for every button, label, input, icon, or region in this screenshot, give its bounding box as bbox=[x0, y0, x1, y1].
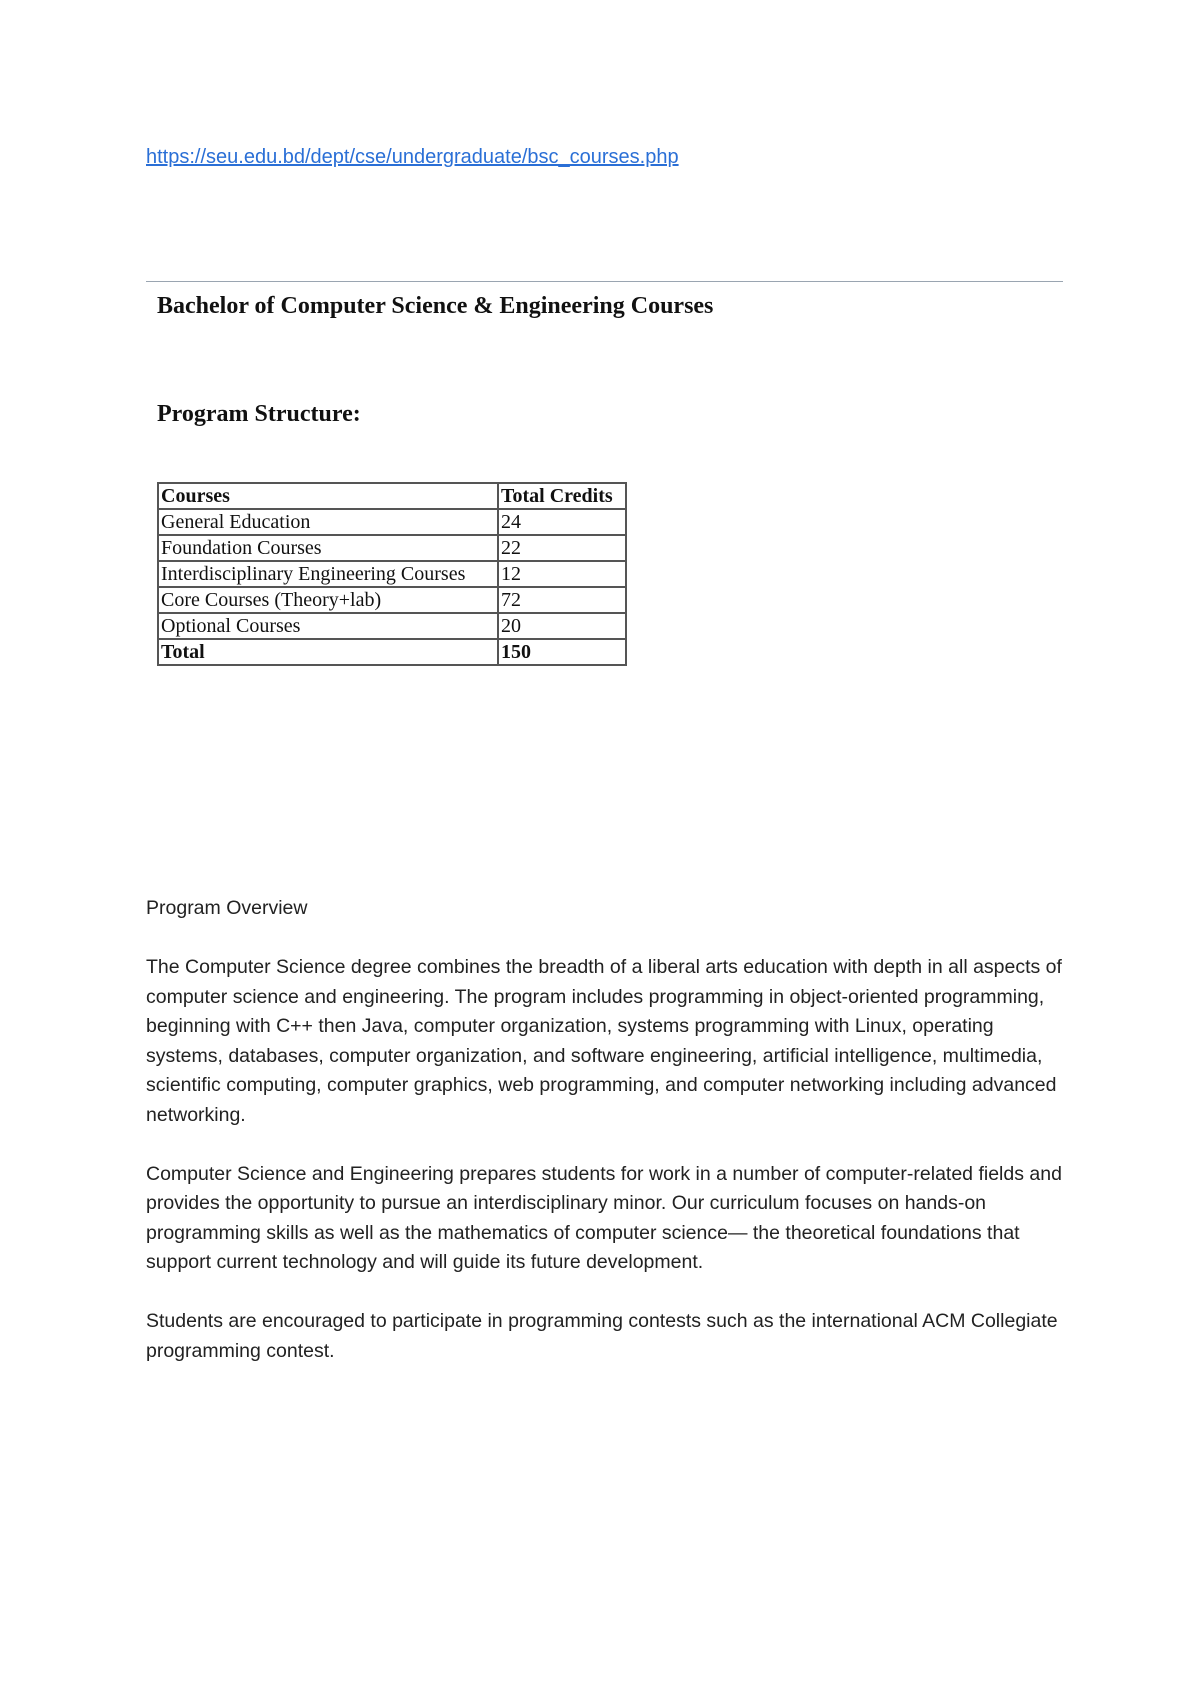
course-name: Foundation Courses bbox=[158, 535, 498, 561]
table-row bbox=[158, 535, 626, 561]
program-overview-heading: Program Overview bbox=[146, 897, 308, 919]
overview-paragraph: The Computer Science degree combines the breadth of a liberal arts education with depth in all aspects of computer science and engineering. The program includes programming in object-oriented programming, beginning with C++ then Java, computer organization, systems programming with Linux, operating systems, databases, computer organization, and software engineering, artificial intelligence, multimedia, scientific computing, computer graphics, web programming, and computer networking including advanced networking. bbox=[146, 956, 1062, 1126]
header-courses: Courses bbox=[158, 483, 498, 509]
course-credits: 22 bbox=[498, 535, 626, 561]
table-header-row bbox=[158, 483, 626, 509]
course-name: General Education bbox=[158, 509, 498, 535]
header-total-credits: Total Credits bbox=[498, 483, 626, 509]
course-name: Optional Courses bbox=[158, 613, 498, 639]
program-structure-heading: Program Structure: bbox=[157, 401, 361, 427]
course-credits: 12 bbox=[498, 561, 626, 587]
course-credits: 24 bbox=[498, 509, 626, 535]
overview-paragraph: Computer Science and Engineering prepares students for work in a number of computer-related fields and provides the opportunity to pursue an interdisciplinary minor. Our curriculum focuses on hands-on programming skills as well as the mathematics of computer science— the theoretical foundations that support current technology and will guide its future development. bbox=[146, 1162, 1062, 1273]
total-label: Total bbox=[158, 639, 498, 665]
page-title: Bachelor of Computer Science & Engineering Courses bbox=[157, 293, 714, 319]
table-row bbox=[158, 613, 626, 639]
horizontal-divider bbox=[146, 281, 1063, 282]
overview-paragraph: Students are encouraged to participate in programming contests such as the international ACM Collegiate programming contest. bbox=[146, 1310, 1058, 1362]
table-row bbox=[158, 587, 626, 613]
source-url-link[interactable]: https://seu.edu.bd/dept/cse/undergraduate/bsc_courses.php bbox=[146, 146, 679, 168]
course-credits: 72 bbox=[498, 587, 626, 613]
table-row bbox=[158, 561, 626, 587]
program-overview-section bbox=[146, 894, 1066, 1396]
course-credits: 20 bbox=[498, 613, 626, 639]
program-structure-table bbox=[157, 482, 627, 666]
course-name: Interdisciplinary Engineering Courses bbox=[158, 561, 498, 587]
table-row bbox=[158, 509, 626, 535]
table-total-row bbox=[158, 639, 626, 665]
course-name: Core Courses (Theory+lab) bbox=[158, 587, 498, 613]
total-credits: 150 bbox=[498, 639, 626, 665]
